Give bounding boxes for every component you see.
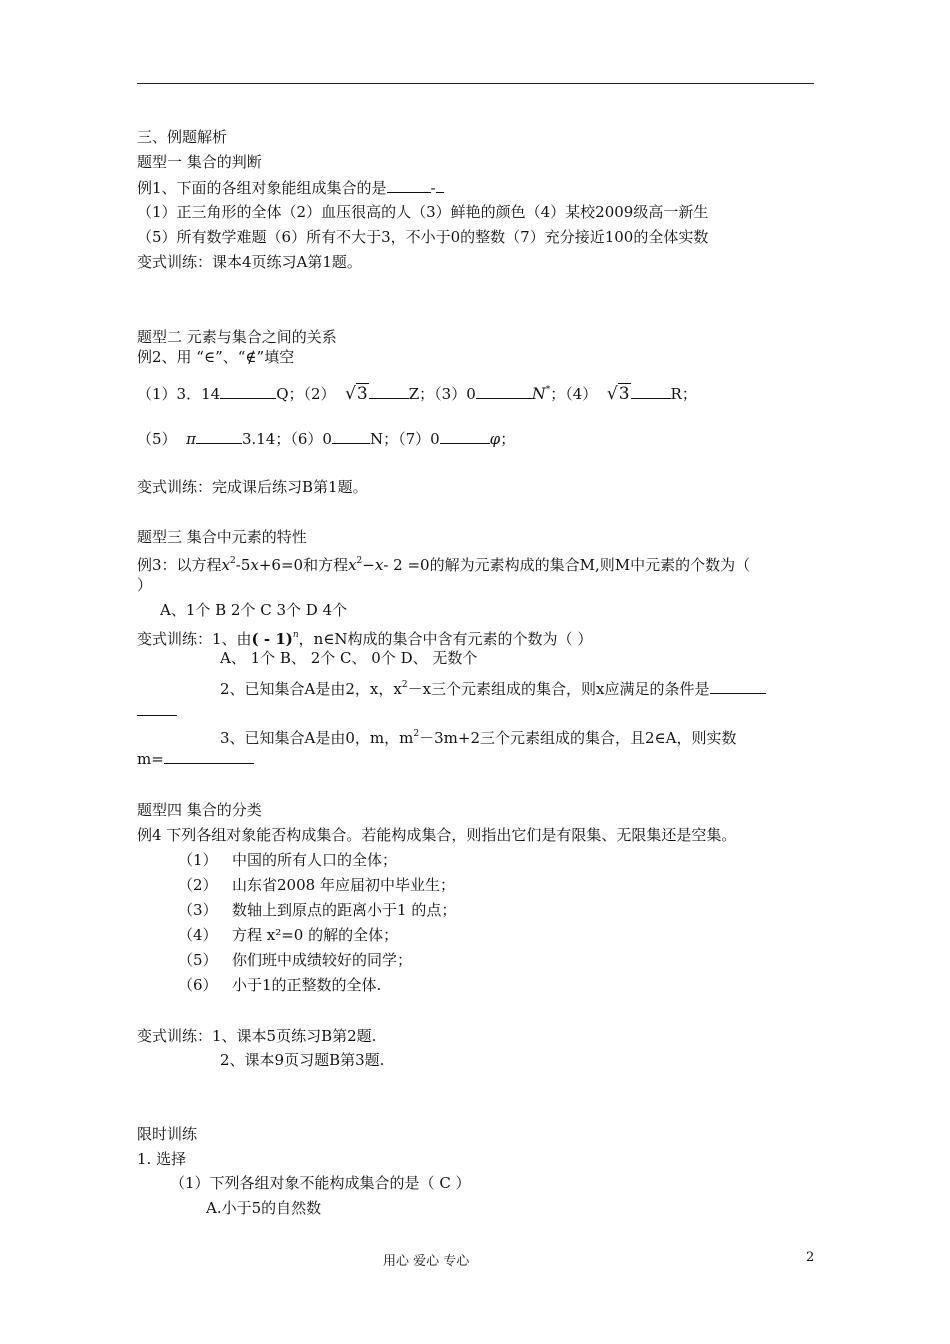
sqrt-radicand: 3	[618, 384, 630, 404]
pi-symbol: π	[186, 430, 196, 448]
phi-symbol: φ	[489, 430, 501, 448]
list-item-number: （6）	[178, 976, 218, 994]
r2a: （5）	[137, 430, 177, 448]
example3-question	[137, 551, 750, 575]
star: *	[545, 385, 551, 395]
type1-heading: 题型一 集合的判断	[137, 153, 262, 171]
example4-question: 例4 下列各组对象能否构成集合。若能构成集合，则指出它们是有限集、无限集还是空集。	[137, 826, 737, 844]
list-item	[178, 900, 456, 920]
example1-items-2: （5）所有数学难题（6）所有不大于3，不小于0的整数（7）充分接近100的全体实数	[137, 228, 709, 246]
practice3-2	[220, 675, 766, 699]
sqrt-symbol: √3	[606, 384, 630, 404]
blank	[220, 383, 276, 399]
section-title: 三、例题解析	[137, 128, 228, 146]
list-item-number: （4）	[178, 926, 218, 944]
p2b: －x三个元素组成的集合，则x应满足的条件是	[407, 680, 710, 698]
limit-sub: 1. 选择	[137, 1150, 187, 1168]
type4-heading: 题型四 集合的分类	[137, 801, 262, 819]
answer-blank-tail	[436, 177, 444, 193]
example1-question	[137, 177, 444, 198]
answer-blank	[387, 177, 431, 193]
r1a: （1）3．14	[137, 385, 221, 403]
header-rule	[137, 83, 814, 84]
p3m: m=	[137, 750, 164, 768]
list-item-text: 小于1的正整数的全体.	[232, 976, 382, 994]
p1b: ( - 1)	[251, 630, 293, 648]
exp: 2	[230, 556, 236, 566]
list-item-text: 你们班中成绩较好的同学；	[232, 951, 413, 969]
q3d: −	[362, 556, 375, 574]
practice3-1-options: A、 1个 B、 2个 C、 0个 D、 无数个	[220, 649, 478, 667]
type4-practice2: 2、课本9页习题B第3题.	[220, 1051, 385, 1069]
type3-heading: 题型三 集合中元素的特性	[137, 528, 307, 546]
example1-text: 例1、下面的各组对象能组成集合的是	[137, 179, 387, 197]
footer-text: 用心 爱心 专心	[383, 1254, 470, 1269]
p2a: 2、已知集合A是由2，x，x	[220, 680, 402, 698]
p1a: 变式训练：1、由	[137, 630, 252, 648]
exp: 2	[401, 680, 408, 690]
q3a: 例3：以方程	[137, 556, 222, 574]
limit-q1-option-a: A.小于5的自然数	[206, 1199, 322, 1217]
list-item	[178, 925, 398, 945]
exp: 2	[413, 729, 420, 739]
r2c: N；（7）0	[369, 430, 440, 448]
r1d: ；（4）	[550, 385, 598, 403]
var-x: x	[348, 556, 357, 574]
sqrt-symbol: √3	[345, 384, 368, 404]
exp-n: n	[292, 630, 299, 640]
blank	[196, 428, 242, 444]
r1c: Z；（3）0	[408, 385, 476, 403]
blank	[631, 383, 671, 399]
blank-mark: -	[430, 179, 436, 197]
p3b: －3m+2三个元素组成的集合，且2∈A，则实数	[419, 729, 737, 747]
list-item	[178, 950, 412, 970]
list-item-number: （2）	[178, 876, 218, 894]
blank	[369, 383, 409, 399]
practice3-3-answer	[137, 748, 254, 769]
practice3-1	[137, 625, 592, 649]
r1b: Q；（2）	[276, 385, 336, 403]
blank	[476, 383, 532, 399]
list-item-text: 方程 x²=0 的解的全体；	[232, 926, 399, 944]
example2-row1	[137, 380, 697, 404]
type2-heading: 题型二 元素与集合之间的关系	[137, 328, 337, 346]
list-item-text: 山东省2008 年应届初中毕业生；	[232, 876, 455, 894]
q3b: -5	[235, 556, 251, 574]
p1c: ，n∈N构成的集合中含有元素的个数为（ ）	[298, 630, 593, 648]
exp: 2	[356, 556, 363, 566]
example3-options: A、1个 B 2个 C 3个 D 4个	[160, 601, 348, 619]
list-item-text: 中国的所有人口的全体；	[232, 851, 398, 869]
limit-q1: （1）下列各组对象不能构成集合的是（ C ）	[170, 1174, 471, 1192]
list-item-text: 数轴上到原点的距离小于1 的点；	[232, 901, 457, 919]
blank	[440, 428, 490, 444]
q3e: - 2 =0的解为元素构成的集合M,则M中元素的个数为（	[383, 556, 751, 574]
r2b: 3.14；（6）0	[241, 430, 332, 448]
example1-items-1: （1）正三角形的全体（2）血压很高的人（3）鲜艳的颜色（4）某校2009级高一新生	[137, 203, 709, 221]
blank	[710, 678, 766, 694]
n-star-symbol: N	[531, 384, 546, 403]
list-item	[178, 975, 381, 995]
practice3-3	[220, 724, 736, 748]
var-x: x	[250, 556, 259, 574]
example2-row2	[137, 428, 515, 449]
sqrt-radicand: 3	[356, 384, 368, 404]
list-item-number: （1）	[178, 851, 218, 869]
list-item	[178, 875, 455, 895]
example2-question: 例2、用 “∈”、“∉”填空	[137, 348, 295, 366]
limit-heading: 限时训练	[137, 1125, 198, 1143]
blank	[332, 428, 370, 444]
r2d: ；	[500, 430, 516, 448]
p3a: 3、已知集合A是由0，m，m	[220, 729, 414, 747]
list-item	[178, 850, 397, 870]
var-x: x	[221, 556, 231, 574]
blank	[164, 748, 254, 764]
example3-close: ）	[137, 576, 153, 594]
r1e: R；	[670, 385, 697, 403]
list-item-number: （5）	[178, 951, 218, 969]
type1-practice: 变式训练：课本4页练习A第1题。	[137, 253, 362, 271]
type2-practice: 变式训练：完成课后练习B第1题。	[137, 478, 368, 496]
page-number: 2	[806, 1250, 815, 1265]
list-item-number: （3）	[178, 901, 218, 919]
blank	[137, 700, 177, 716]
var-x: x	[374, 556, 384, 574]
type4-practice1: 变式训练：1、课本5页练习B第2题.	[137, 1027, 377, 1045]
q3c: +6=0和方程	[258, 556, 349, 574]
practice3-2-blank-cont	[137, 700, 177, 721]
